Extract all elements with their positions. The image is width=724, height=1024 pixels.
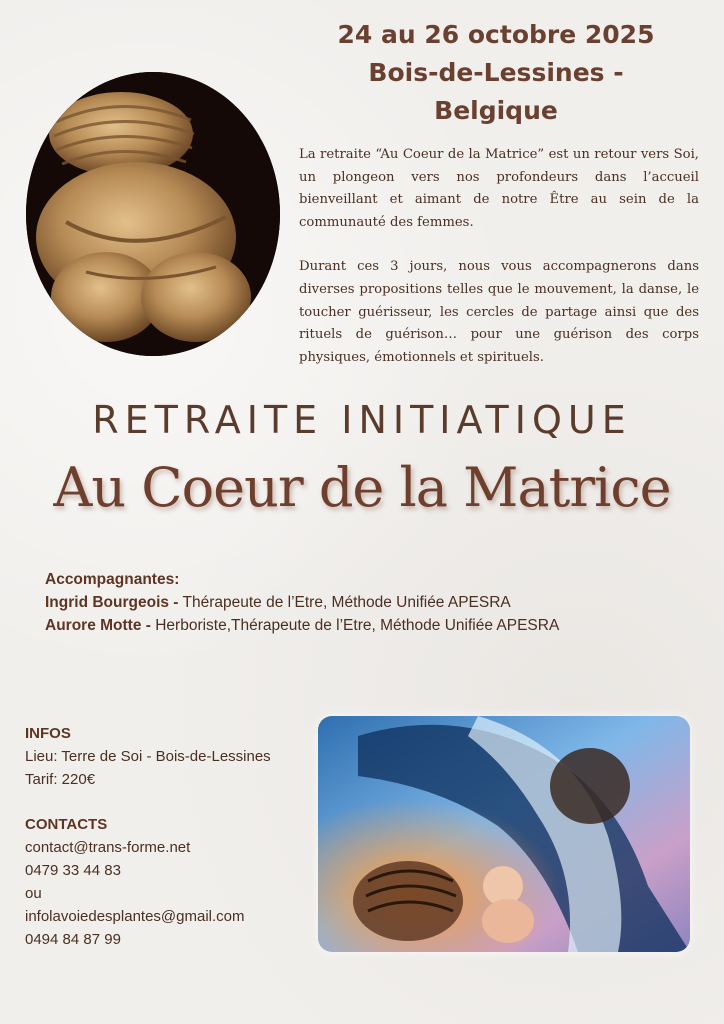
- contact-phone-1[interactable]: 0479 33 44 83: [25, 862, 121, 879]
- facilitators-section: [45, 568, 715, 637]
- intro-paragraph-2: Durant ces 3 jours, nous vous accompagnerons dans diverses propositions telles que le mouvement, la danse, le toucher guérisseur, les cercles de partage ainsi que des rituels de guérison… pour une guérison des corps physiques, émotionnels et spirituels.: [299, 259, 699, 365]
- location-line: Bois-de-Lessines -: [368, 58, 624, 87]
- contacts-heading: CONTACTS: [25, 816, 108, 833]
- contact-phone-2[interactable]: 0494 84 87 99: [25, 931, 121, 948]
- facilitator-name: Ingrid Bourgeois -: [45, 594, 179, 611]
- facilitator-row: [45, 591, 715, 614]
- event-date-location: [300, 16, 692, 130]
- infos-heading: INFOS: [25, 725, 71, 742]
- intro-paragraph-1: La retraite “Au Coeur de la Matrice” est un retour vers Soi, un plongeon vers nos profondeurs dans l’accueil bienveillant et aimant de notre Être au sein de la communauté des femmes.: [299, 147, 699, 230]
- facilitator-row: [45, 614, 715, 637]
- contact-email-2[interactable]: infolavoiedesplantes@gmail.com: [25, 908, 245, 925]
- retreat-kicker: RETRAITE INITIATIQUE: [92, 398, 632, 442]
- spacer: [25, 791, 325, 813]
- contact-email-1[interactable]: contact@trans-forme.net: [25, 839, 191, 856]
- contact-or: ou: [25, 885, 42, 902]
- retreat-title: Au Coeur de la Matrice: [53, 456, 671, 519]
- venus-figurine-image: [26, 72, 280, 356]
- country-line: Belgique: [434, 96, 558, 125]
- facilitator-role: Thérapeute de l’Etre, Méthode Unifiée APESRA: [178, 594, 511, 611]
- facilitators-heading: Accompagnantes:: [45, 571, 180, 588]
- facilitator-role: Herboriste,Thérapeute de l’Etre, Méthode Unifiée APESRA: [150, 617, 560, 634]
- venue-text: Lieu: Terre de Soi - Bois-de-Lessines: [25, 748, 271, 765]
- infos-contacts-section: [25, 722, 325, 951]
- womb-collage-image: [318, 716, 690, 952]
- date-line: 24 au 26 octobre 2025: [337, 20, 655, 49]
- intro-text: [299, 144, 699, 391]
- price-text: Tarif: 220€: [25, 771, 96, 788]
- facilitator-name: Aurore Motte -: [45, 617, 151, 634]
